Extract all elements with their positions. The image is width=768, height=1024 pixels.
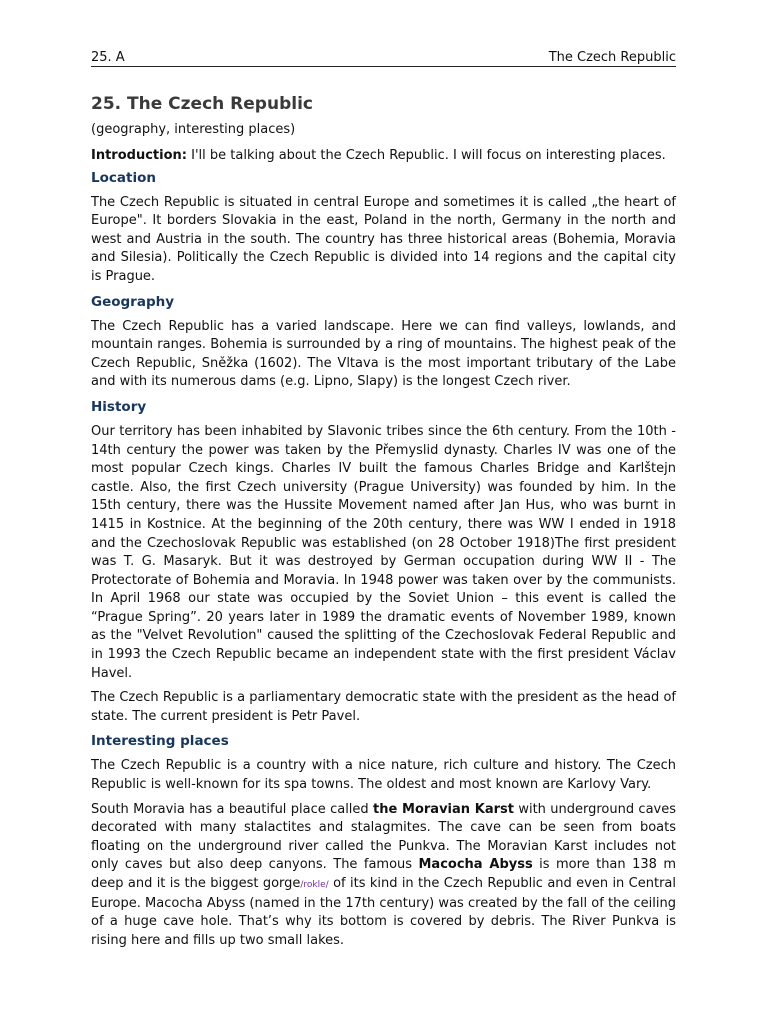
page-title: 25. The Czech Republic bbox=[91, 94, 313, 114]
places-text-4: of its kind in the Czech Republic and even in Central Europe. Macocha Abyss (named in the 17th century) was created by the fall of the ceiling of a huge cave hole. That’s why its bottom is covered by debris. The River Punkva is rising here and fills up two small lakes. bbox=[91, 876, 676, 948]
gloss-note: /rokle/ bbox=[300, 880, 329, 890]
places-paragraph-2 bbox=[91, 801, 676, 951]
introduction-label: Introduction: bbox=[91, 148, 187, 163]
heading-interesting-places: Interesting places bbox=[91, 733, 229, 750]
geography-paragraph: The Czech Republic has a varied landscape. Here we can find valleys, lowlands, and mountain ranges. Bohemia is surrounded by a ring of mountains. The highest peak of the Czech Republic, Sněžka (1602). The Vltava is the most important tributary of the Labe and with its numerous dams (e.g. Lipno, Slapy) is the longest Czech river. bbox=[91, 318, 676, 390]
history-paragraph-1: Our territory has been inhabited by Slavonic tribes since the 6th century. From the 10th - 14th century the power was taken by the Přemyslid dynasty. Charles IV was one of the most popular Czech kings. Charles IV built the famous Charles Bridge and Karlštejn castle. Also, the first Czech university (Prague University) was founded by him. In the 15th century, there was the Hussite Movement named after Jan Hus, who was burnt in 1415 in Kostnice. At the beginning of the 20th century, there was WW I ended in 1918 and the Czechoslovak Republic was established (on 28 October 1918)The first president was T. G. Masaryk. But it was destroyed by German occupation during WW II - The Protectorate of Bohemia and Moravia. In 1948 power was taken over by the communists. In April 1968 our state was occupied by the Soviet Union – this event is called the “Prague Spring”. 20 years later in 1989 the dramatic events of November 1989, known as the "Velvet Revolution" caused the splitting of the Czechoslovak Federal Republic and in 1993 the Czech Republic became an independent state with the first president Václav Havel. bbox=[91, 423, 676, 681]
page-subtitle: (geography, interesting places) bbox=[91, 122, 296, 137]
places-paragraph-1: The Czech Republic is a country with a nice nature, rich culture and history. The Czech Republic is well-known for its spa towns. The oldest and most known are Karlovy Vary. bbox=[91, 758, 676, 793]
macocha-abyss-bold: Macocha Abyss bbox=[418, 857, 533, 873]
header-right: The Czech Republic bbox=[548, 50, 676, 65]
location-paragraph: The Czech Republic is situated in central Europe and sometimes it is called „the heart of Europe". It borders Slovakia in the east, Poland in the north, Germany in the north and west and Austria in the south. The country has three historical areas (Bohemia, Moravia and Silesia). Politically the Czech Republic is divided into 14 regions and the capital city is Prague. bbox=[91, 194, 676, 284]
introduction-text: I'll be talking about the Czech Republic. I will focus on interesting places. bbox=[186, 148, 666, 163]
heading-geography: Geography bbox=[91, 293, 175, 310]
moravian-karst-bold: the Moravian Karst bbox=[373, 801, 514, 817]
heading-history: History bbox=[91, 398, 147, 415]
running-header bbox=[91, 50, 676, 67]
heading-location: Location bbox=[91, 169, 156, 186]
places-text-2: with underground caves decorated with many stalactites and stalagmites. The cave can be seen from boats floating on the underground river called the Punkva. The Moravian Karst includes not only caves but also deep canyons. The famous bbox=[91, 801, 676, 873]
header-left: 25. A bbox=[91, 50, 125, 65]
places-text-1: South Moravia has a beautiful place called bbox=[91, 801, 374, 817]
introduction bbox=[91, 147, 676, 166]
history-paragraph-2: The Czech Republic is a parliamentary democratic state with the president as the head of state. The current president is Petr Pavel. bbox=[91, 690, 676, 724]
places-text-3: is more than 138 m deep and it is the biggest gorge bbox=[91, 857, 676, 891]
